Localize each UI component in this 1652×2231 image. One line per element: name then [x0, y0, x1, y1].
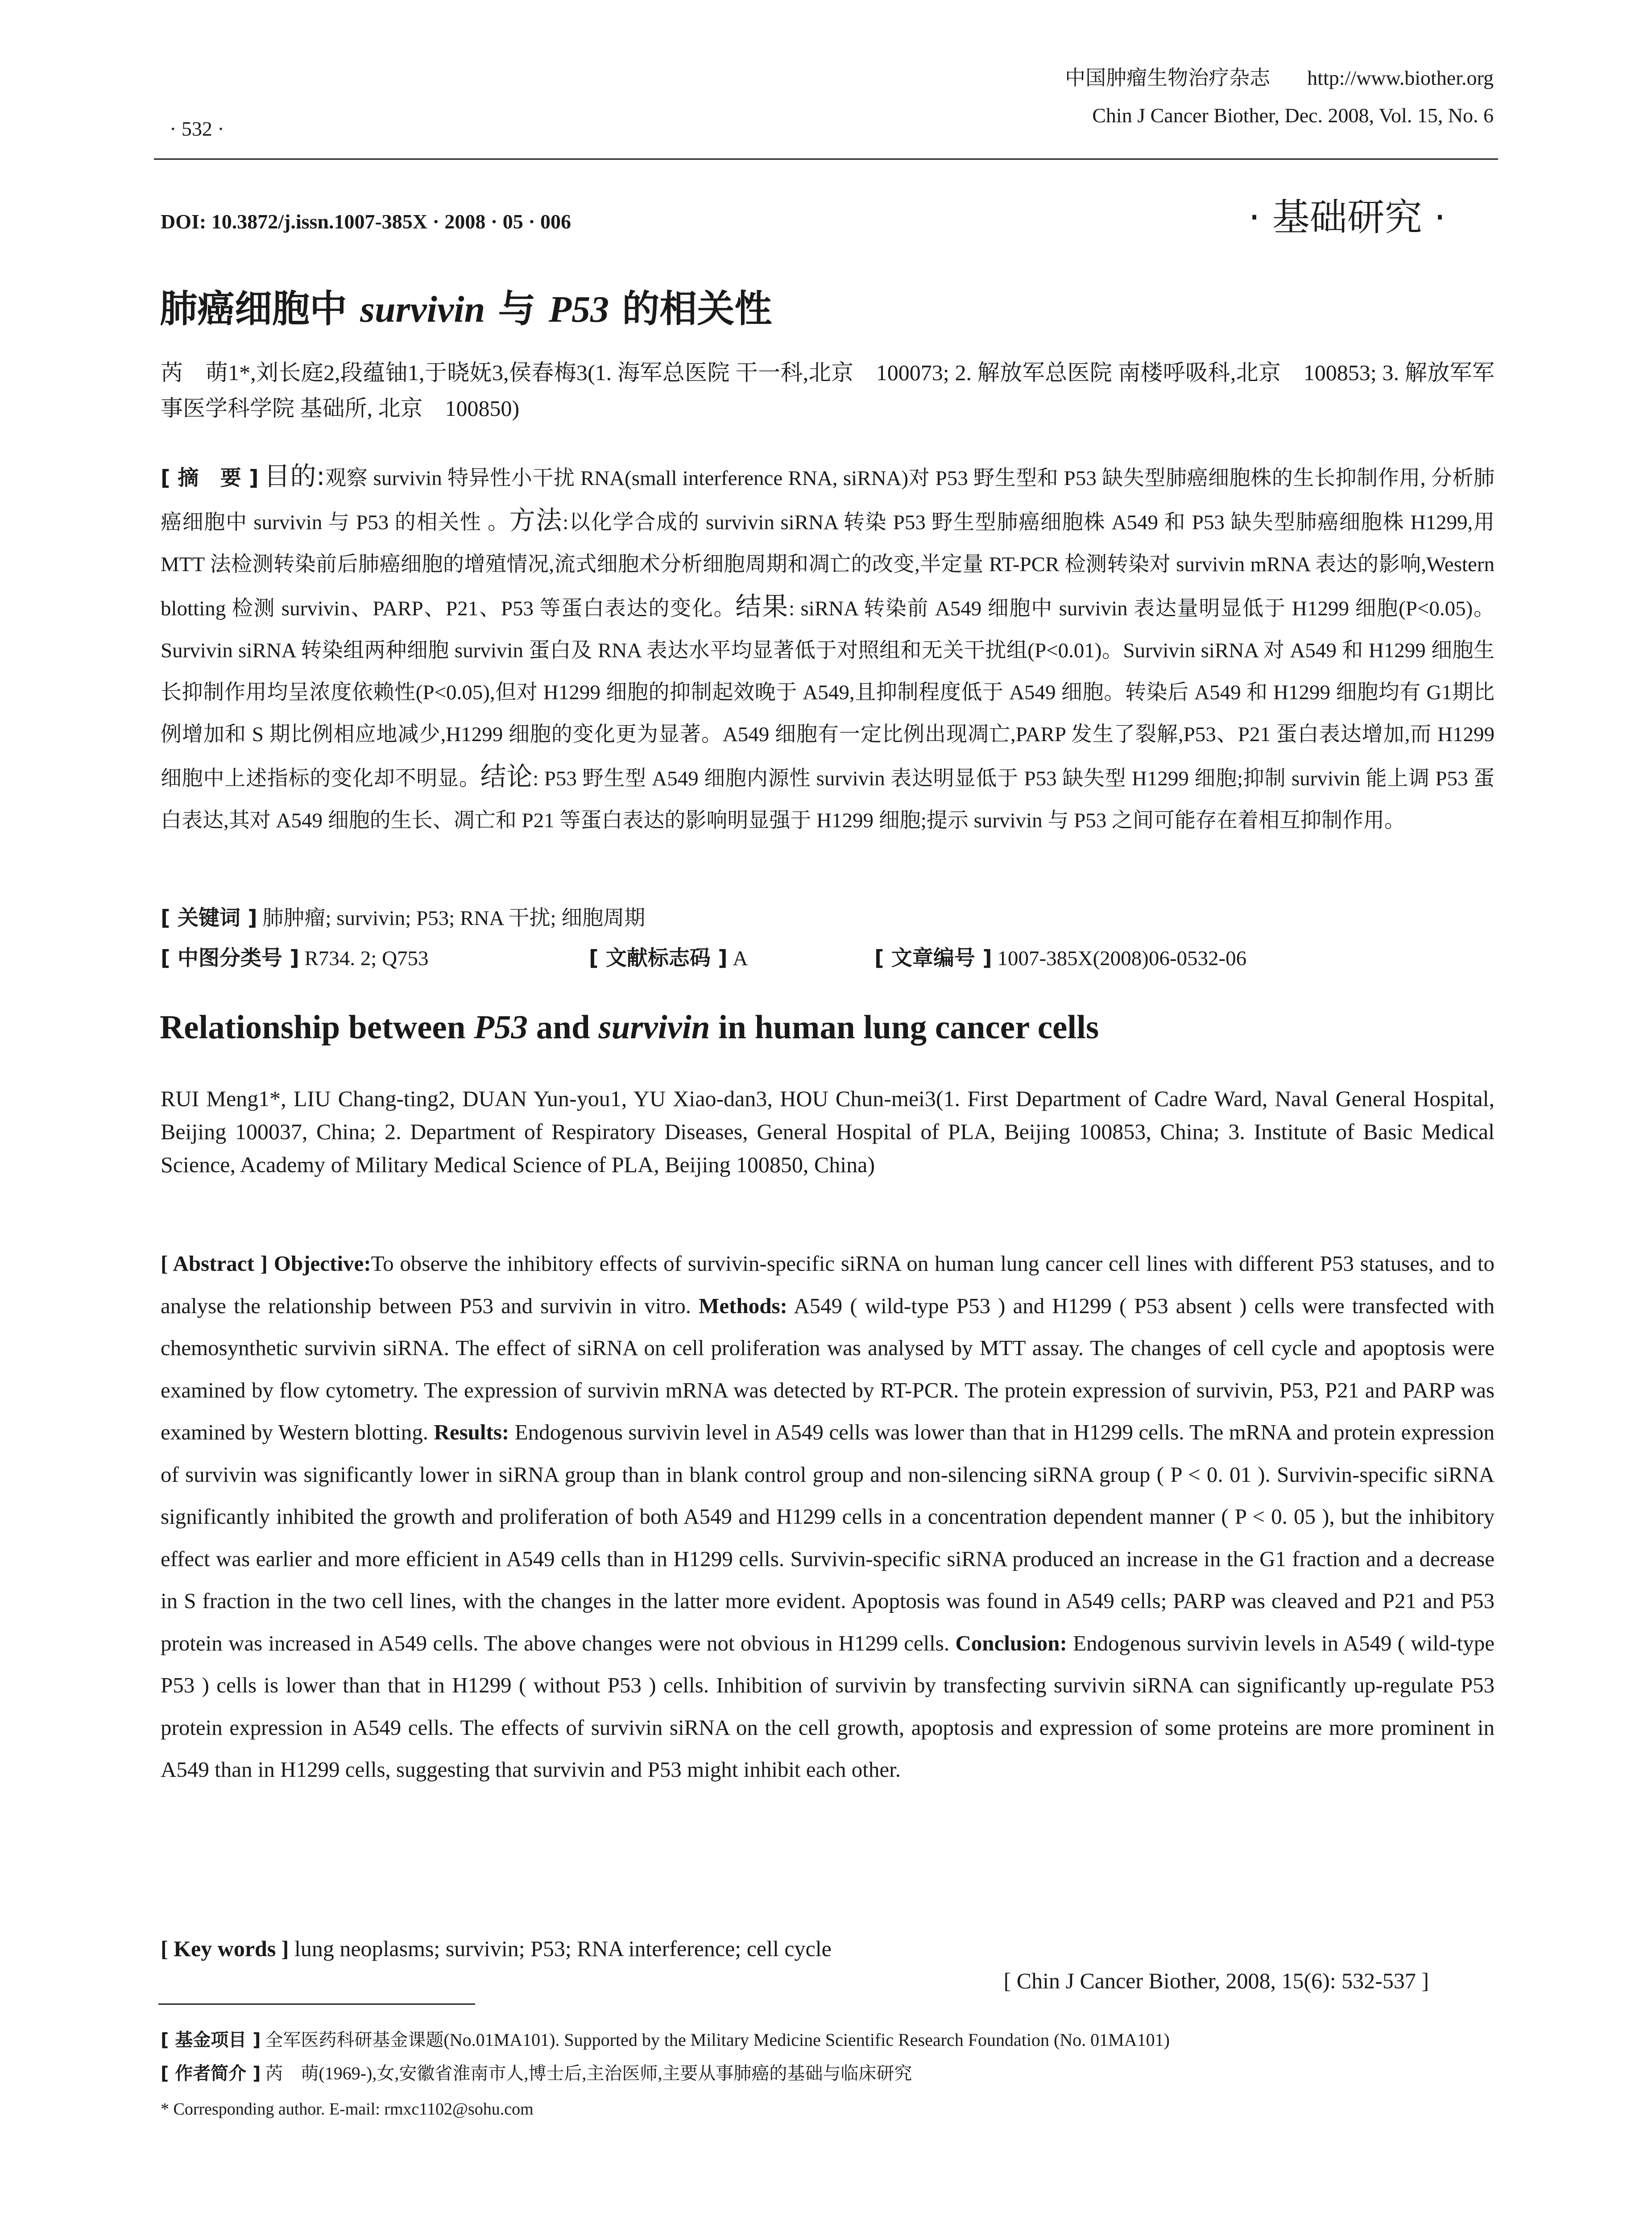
authors-en: RUI Meng1*, LIU Chang-ting2, DUAN Yun-you1, YU Xiao-dan3, HOU Chun-mei3(1. First Department of Cadre Ward, Naval General Hospital, Beijing 100037, China; 2. Department of Respiratory Diseases, General Hospital of PLA, Beijing 100853, China; 3. Institute of Basic Medical Science, Academy of Military Medical Science of PLA, Beijing 100850, China)	[161, 1086, 1495, 1177]
clc-label: [ 中图分类号 ]	[161, 946, 299, 970]
abstract-cn-results-head: 结果	[735, 591, 789, 622]
abstract-cn-objective-head: 目的:	[264, 461, 325, 491]
abstract-cn-conclusion: : P53 野生型 A549 细胞内源性 survivin 表达明显低于 P53 缺失型 H1299 细胞;抑制 survivin 能上调 P53 蛋白表达,其对 A549 细胞的生长、凋亡和 P21 等蛋白表达的影响明显强于 H1299 细胞;提示 survivin 与 P53 之间可能存在着相互抑制作用。	[161, 767, 1495, 832]
title-en	[160, 1008, 1099, 1047]
abstract-cn-conclusion-head: 结论	[480, 761, 533, 792]
citation-en: [ Chin J Cancer Biother, 2008, 15(6): 532-537 ]	[1003, 1968, 1429, 1993]
footnote-rule	[158, 2003, 475, 2005]
abstract-en-objective: To observe the inhibitory effects of survivin-specific siRNA on human lung cancer cell lines with different P53 statuses, and to analyse the relationship between P53 and survivin in vitro.	[161, 1251, 1495, 1318]
page-number: · 532 ·	[170, 117, 224, 140]
keywords-cn-text: 肺肿瘤; survivin; P53; RNA 干扰; 细胞周期	[262, 907, 646, 930]
clc-value: R734. 2; Q753	[304, 947, 429, 970]
footnote-corresponding: * Corresponding author. E-mail: rmxc1102@sohu.com	[161, 2100, 534, 2119]
doc-code-value: A	[733, 947, 748, 970]
journal-url[interactable]: http://www.biother.org	[1307, 66, 1494, 89]
author-bio-label: [ 作者简介 ]	[161, 2063, 261, 2084]
abstract-en-conclusion-head: Conclusion:	[955, 1630, 1067, 1655]
clc-block	[161, 937, 429, 980]
title-cn-italic-p53: P53	[548, 289, 609, 330]
keywords-cn	[161, 897, 1495, 940]
journal-header	[1065, 62, 1494, 131]
abstract-en-label: [ Abstract ]	[161, 1251, 268, 1276]
article-number-block	[874, 937, 1246, 980]
footnote-fund	[161, 2024, 1499, 2057]
doc-code-label: [ 文献标志码 ]	[589, 946, 728, 970]
doc-code-block	[589, 937, 748, 980]
abstract-en-methods: A549 ( wild-type P53 ) and H1299 ( P53 absent ) cells were transfected with chemosynthetic survivin siRNA. The effect of siRNA on cell proliferation was analysed by MTT assay. The changes of cell cycle and apoptosis were examined by flow cytometry. The expression of survivin mRNA was detected by RT-PCR. The protein expression of survivin, P53, P21 and PARP was examined by Western blotting.	[161, 1293, 1495, 1444]
fund-label: [ 基金项目 ]	[161, 2030, 261, 2050]
abstract-cn-methods-head: 方法	[509, 505, 563, 535]
title-en-italic-survivin: survivin	[598, 1009, 710, 1046]
header-rule	[154, 158, 1498, 160]
authors-cn: 芮 萌1*,刘长庭2,段蕴铀1,于晓妩3,侯春梅3(1. 海军总医院 干一科,北京 100073; 2. 解放军总医院 南楼呼吸科,北京 100853; 3. 解放军军事医学科学院 基础所, 北京 100850)	[161, 360, 1495, 421]
keywords-en-text: lung neoplasms; survivin; P53; RNA interference; cell cycle	[294, 1936, 832, 1961]
abstract-en-methods-head: Methods:	[699, 1293, 787, 1318]
abstract-cn-label: [ 摘 要 ]	[161, 466, 259, 490]
title-cn	[160, 279, 772, 333]
article-number-label: [ 文章编号 ]	[874, 946, 992, 970]
journal-citation-line: Chin J Cancer Biother, Dec. 2008, Vol. 15, No. 6	[1092, 104, 1494, 127]
abstract-en-results-head: Results:	[434, 1420, 509, 1444]
footnote-author	[161, 2057, 1499, 2090]
keywords-en	[161, 1928, 1495, 1970]
abstract-en-objective-head: Objective:	[273, 1251, 371, 1276]
author-bio-text: 芮 萌(1969-),女,安徽省淮南市人,博士后,主治医师,主要从事肺癌的基础与临床研究	[265, 2063, 912, 2083]
title-cn-italic-survivin: survivin	[360, 289, 485, 330]
keywords-cn-label: [ 关键词 ]	[161, 906, 257, 930]
section-label: · 基础研究 ·	[1248, 195, 1446, 239]
title-en-italic-p53: P53	[474, 1009, 528, 1046]
title-en-prefix: Relationship between	[160, 1009, 474, 1046]
title-cn-prefix: 肺癌细胞中	[160, 287, 360, 331]
doi: DOI: 10.3872/j.issn.1007-385X · 2008 · 05 · 006	[161, 210, 571, 233]
journal-name-cn: 中国肿瘤生物治疗杂志	[1065, 66, 1271, 89]
keywords-en-label: [ Key words ]	[161, 1936, 289, 1961]
title-en-suffix: in human lung cancer cells	[710, 1009, 1099, 1046]
title-en-mid: and	[528, 1009, 599, 1046]
title-cn-mid: 与	[485, 287, 549, 331]
abstract-en-conclusion: Endogenous survivin levels in A549 ( wild-type P53 ) cells is lower than that in H1299 ( without P53 ) cells. Inhibition of survivin by transfecting survivin siRNA can significantly up-regulate P53 protein expression in A549 cells. The effects of survivin siRNA on the cell growth, apoptosis and expression of some proteins are more prominent in A549 than in H1299 cells, suggesting that survivin and P53 might inhibit each other.	[161, 1630, 1495, 1782]
abstract-cn-methods: :以化学合成的 survivin siRNA 转染 P53 野生型肺癌细胞株 A549 和 P53 缺失型肺癌细胞株 H1299,用 MTT 法检测转染前后肺癌细胞的增殖情况,流式细胞术分析细胞周期和凋亡的改变,半定量 RT-PCR 检测转染对 survivin mRNA 表达的影响,Western blotting 检测 survivin、PARP、P21、P53 等蛋白表达的变化。	[161, 511, 1495, 620]
abstract-en	[161, 1243, 1495, 1791]
fund-text: 全军医药科研基金课题(No.01MA101). Supported by the Military Medicine Scientific Research Foundation (No. 01MA101)	[265, 2030, 1170, 2050]
title-cn-suffix: 的相关性	[609, 287, 772, 331]
abstract-en-results: Endogenous survivin level in A549 cells was lower than that in H1299 cells. The mRNA and protein expression of survivin was significantly lower in siRNA group than in blank control group and non-silencing siRNA group ( P < 0. 01 ). Survivin-specific siRNA significantly inhibited the growth and proliferation of both A549 and H1299 cells in a concentration dependent manner ( P < 0. 05 ), but the inhibitory effect was earlier and more efficient in A549 cells than in H1299 cells. Survivin-specific siRNA produced an increase in the G1 fraction and a decrease in S fraction in the two cell lines, with the changes in the latter more evident. Apoptosis was found in A549 cells; PARP was cleaved and P21 and P53 protein was increased in A549 cells. The above changes were not obvious in H1299 cells.	[161, 1420, 1495, 1655]
abstract-cn	[161, 455, 1495, 842]
journal-name-line	[1065, 62, 1494, 94]
article-number-value: 1007-385X(2008)06-0532-06	[997, 947, 1247, 970]
abstract-cn-objective: 观察 survivin 特异性小干扰 RNA(small interference RNA, siRNA)对 P53 野生型和 P53 缺失型肺癌细胞株的生长抑制作用, 分析肺癌细胞中 survivin 与 P53 的相关性 。	[161, 467, 1495, 534]
abstract-cn-results: : siRNA 转染前 A549 细胞中 survivin 表达量明显低于 H1299 细胞(P<0.05)。Survivin siRNA 转染组两种细胞 survivin 蛋白及 RNA 表达水平均显著低于对照组和无关干扰组(P<0.01)。Survivin siRNA 对 A549 和 H1299 细胞生长抑制作用均呈浓度依赖性(P<0.05),但对 H1299 细胞的抑制起效晚于 A549,且抑制程度低于 A549 细胞。转染后 A549 和 H1299 细胞均有 G1期比例增加和 S 期比例相应地减少,H1299 细胞的变化更为显著。A549 细胞有一定比例出现凋亡,PARP 发生了裂解,P53、P21 蛋白表达增加,而 H1299 细胞中上述指标的变化却不明显。	[161, 597, 1495, 790]
